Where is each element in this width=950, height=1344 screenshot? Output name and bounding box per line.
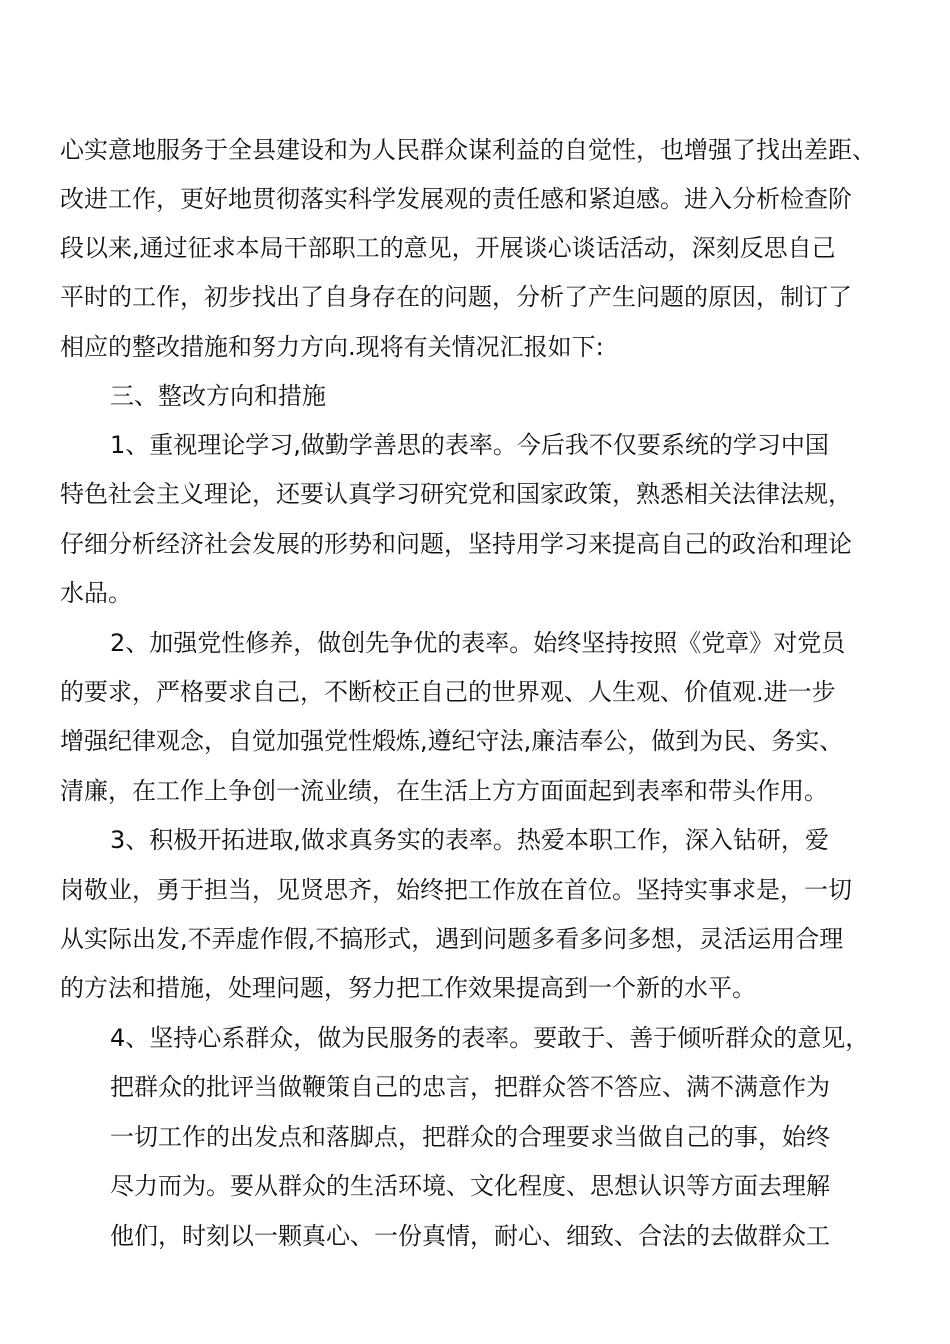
text-line: 段以来,通过征求本局干部职工的意见，开展谈心谈话活动，深刻反思自己 [60,234,836,262]
text-line: 改进工作，更好地贯彻落实科学发展观的责任感和紧迫感。进入分析检查阶 [60,185,852,213]
text-line: 的方法和措施，处理问题，努力把工作效果提高到一个新的水平。 [60,974,756,1002]
text-line: 把群众的批评当做鞭策自己的忠言，把群众答不答应、满不满意作为 [110,1073,830,1101]
text-line: 平时的工作，初步找出了自身存在的问题，分析了产生问题的原因，制订了 [60,283,852,311]
text-line: 特色社会主义理论，还要认真学习研究党和国家政策，熟悉相关法律法规， [60,480,852,508]
text-line: 增强纪律观念，自觉加强党性煅炼,遵纪守法,廉洁奉公，做到为民、务实、 [60,727,844,755]
text-line: 心实意地服务于全县建设和为人民群众谋利益的自觉性，也增强了找出差距、 [60,136,876,164]
text-line: 2、加强党性修养，做创先争优的表率。始终坚持按照《党章》对党员 [110,629,846,657]
text-line: 一切工作的出发点和落脚点，把群众的合理要求当做自己的事，始终 [110,1123,830,1151]
text-line: 相应的整改措施和努力方向.现将有关情况汇报如下: [60,333,604,361]
text-line: 从实际出发,不弄虚作假,不搞形式，遇到问题多看多问多想，灵活运用合理 [60,925,844,953]
text-line: 尽力而为。要从群众的生活环境、文化程度、思想认识等方面去理解 [110,1172,830,1200]
text-line: 清廉，在工作上争创一流业绩，在生活上方方面面起到表率和带头作用。 [60,777,828,805]
text-line: 3、积极开拓进取,做求真务实的表率。热爱本职工作，深入钻研，爱 [110,826,829,854]
text-line: 的要求，严格要求自己，不断校正自己的世界观、人生观、价值观.进一步 [60,678,836,706]
section-heading: 三、整改方向和措施 [110,382,326,410]
text-line: 水品。 [60,579,132,607]
text-line: 仔细分析经济社会发展的形势和问题，坚持用学习来提高自己的政治和理论 [60,530,852,558]
text-line: 岗敬业，勇于担当，见贤思齐，始终把工作放在首位。坚持实事求是，一切 [60,876,852,904]
text-line: 4、坚持心系群众，做为民服务的表率。要敢于、善于倾听群众的意见， [110,1024,870,1052]
text-line: 1、重视理论学习,做勤学善思的表率。今后我不仅要系统的学习中国 [110,431,829,459]
text-line: 他们，时刻以一颗真心、一份真情，耐心、细致、合法的去做群众工 [110,1222,830,1250]
